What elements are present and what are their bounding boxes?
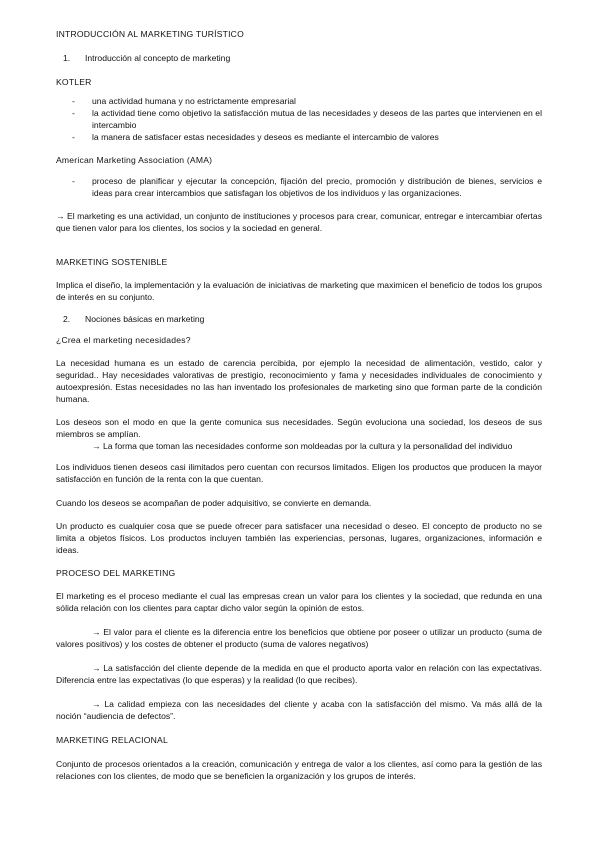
necesidades-question: ¿Crea el marketing necesidades? xyxy=(56,335,191,345)
list-item: - la manera de satisfacer estas necesidades y deseos es mediante el intercambio de valores xyxy=(72,132,439,142)
section-2-heading xyxy=(56,313,542,325)
deseos-paragraph: Los deseos son el modo en que la gente comunica sus necesidades. Según evoluciona una sociedad, los deseos de sus miembros se amplían. xyxy=(56,417,542,439)
ama-heading: American Marketing Association (AMA) xyxy=(56,155,213,165)
proceso-paragraph: El marketing es el proceso mediante el cual las empresas crean un valor para los clientes y la sociedad, que redunda en una sólida relación con los clientes para captar dicho valor según la opinión de estos. xyxy=(56,591,542,613)
relacional-heading: MARKETING RELACIONAL xyxy=(56,735,168,745)
proceso-heading: PROCESO DEL MARKETING xyxy=(56,568,176,578)
recursos-paragraph: Los individuos tienen deseos casi ilimitados pero cuentan con recursos limitados. Eligen los productos que producen la mayor satisfacción en función de la renta con la que cuentan. xyxy=(56,462,542,484)
section-label: Nociones básicas en marketing xyxy=(85,314,205,324)
relacional-text: Conjunto de procesos orientados a la creación, comunicación y entrega de valor a los clientes, así como para la gestión de las relaciones con los clientes, de modo que se beneficien la organización y los grupos de interés. xyxy=(56,759,542,781)
section-label: Introducción al concepto de marketing xyxy=(85,53,231,63)
ama-list xyxy=(56,175,542,199)
demanda-paragraph: Cuando los deseos se acompañan de poder adquisitivo, se convierte en demanda. xyxy=(56,498,372,508)
kotler-heading: KOTLER xyxy=(56,77,92,87)
list-item: - una actividad humana y no estrictamente empresarial xyxy=(72,96,296,106)
producto-paragraph: Un producto es cualquier cosa que se puede ofrecer para satisfacer una necesidad o deseo. El concepto de producto no se limita a objetos físicos. Los productos incluyen también las experiencias, personas, lugares, organizaciones, información e ideas. xyxy=(56,521,542,555)
sostenible-heading: MARKETING SOSTENIBLE xyxy=(56,257,168,267)
section-number: 1. xyxy=(63,53,71,63)
list-item: - la actividad tiene como objetivo la satisfacción mutua de las necesidades y deseos de las partes que intervienen en el intercambio xyxy=(72,108,542,130)
deseos-arrow-note: → La forma que toman las necesidades conforme son moldeadas por la cultura y la personalidad del individuo xyxy=(92,441,513,451)
kotler-list xyxy=(56,95,542,143)
ama-conclusion: → El marketing es una actividad, un conjunto de instituciones y procesos para crear, comunicar, entregar e intercambiar ofertas que tienen valor para los clientes, los socios y la sociedad en general. xyxy=(56,211,542,233)
calidad-arrow-note: → La calidad empieza con las necesidades del cliente y acaba con la satisfacción del mismo. Va más allá de la noción “audiencia de defectos”. xyxy=(56,699,542,721)
necesidades-paragraph: La necesidad humana es un estado de carencia percibida, por ejemplo la necesidad de alimentación, vestido, calor y seguridad.. Hay necesidades valorativas de prestigio, reconocimiento y fama y necesidades individuales de conocimiento y autoexpresión. Estas necesidades no las han inventado los profesionales de marketing sino que forman parte de la condición humana. xyxy=(56,358,542,404)
section-number: 2. xyxy=(63,314,71,324)
valor-arrow-note: → El valor para el cliente es la diferencia entre los beneficios que obtiene por poseer o utilizar un producto (suma de valores positivos) y los costes de obtener el producto (suma de valores negativos) xyxy=(56,627,542,649)
list-item: - proceso de planificar y ejecutar la concepción, fijación del precio, promoción y distribución de bienes, servicios e ideas para crear intercambios que satisfagan los objetivos de los individuos y las organizaciones. xyxy=(72,176,542,198)
document-page xyxy=(56,26,542,782)
document-title: INTRODUCCIÓN AL MARKETING TURÍSTICO xyxy=(56,29,244,39)
satisfaccion-arrow-note: → La satisfacción del cliente depende de la medida en que el producto aporta valor en relación con las expectativas. Diferencia entre las expectativas (lo que esperas) y la realidad (lo que recibes). xyxy=(56,663,542,685)
section-1-heading xyxy=(56,52,542,64)
sostenible-text: Implica el diseño, la implementación y la evaluación de iniciativas de marketing que maximicen el beneficio de todos los grupos de interés en su conjunto. xyxy=(56,280,542,302)
